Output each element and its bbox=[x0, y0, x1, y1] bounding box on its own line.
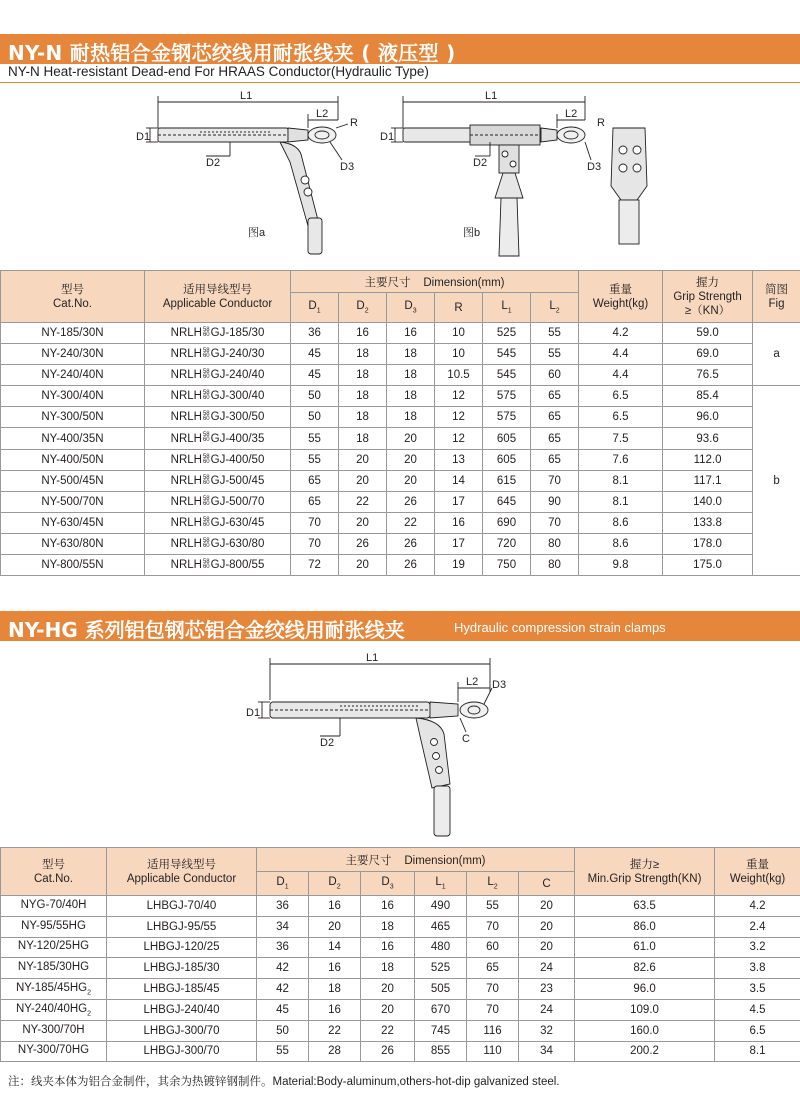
t2-header-weight: 重量 Weight(kg) bbox=[715, 848, 800, 896]
cell-cat: NY-400/35N bbox=[1, 428, 145, 449]
cell-d2: 16 bbox=[309, 958, 361, 979]
cell-d2: 18 bbox=[339, 344, 387, 365]
cell-d3: 26 bbox=[387, 555, 435, 576]
table-row bbox=[1, 386, 800, 407]
cell-cat: NY-400/50N bbox=[1, 449, 145, 470]
cell-cat: NY-185/30HG bbox=[1, 958, 107, 979]
fig-hg-dim-l1: L1 bbox=[366, 652, 379, 664]
table-row bbox=[1, 449, 800, 470]
cell-g: 160.0 bbox=[575, 1020, 715, 1041]
cell-conductor: NRLH 58 60 GJ-185/30 bbox=[145, 323, 291, 344]
cell-cat: NY-240/30N bbox=[1, 344, 145, 365]
cell-l1: 465 bbox=[415, 916, 467, 937]
table-row bbox=[1, 365, 800, 386]
cell-g: 85.4 bbox=[663, 386, 753, 407]
cell-l1: 670 bbox=[415, 999, 467, 1020]
fig-b-dim-d2: D2 bbox=[473, 157, 488, 169]
cell-d3: 26 bbox=[387, 533, 435, 554]
section2-table bbox=[0, 847, 800, 1062]
cell-cat: NY-120/25HG bbox=[1, 937, 107, 958]
fig-hg-dim-d3: D3 bbox=[492, 679, 507, 691]
cell-w: 9.8 bbox=[579, 555, 663, 576]
table-row bbox=[1, 407, 800, 428]
cell-cat: NY-185/30N bbox=[1, 323, 145, 344]
cell-d3: 22 bbox=[387, 512, 435, 533]
cell-l1: 745 bbox=[415, 1020, 467, 1041]
cell-d1: 45 bbox=[291, 344, 339, 365]
figure-hg bbox=[240, 652, 520, 842]
cell-d1: 70 bbox=[291, 533, 339, 554]
section2-title: NY-HG 系列铝包钢芯铝合金绞线用耐张线夹 bbox=[8, 618, 405, 642]
table-row bbox=[1, 344, 800, 365]
header-r: R bbox=[435, 293, 483, 323]
cell-conductor: NRLH 58 60 GJ-300/40 bbox=[145, 386, 291, 407]
cell-r: 12 bbox=[435, 407, 483, 428]
cell-d3: 16 bbox=[361, 896, 415, 917]
cell-conductor: NRLH 58 60 GJ-240/40 bbox=[145, 365, 291, 386]
cell-l2: 80 bbox=[531, 555, 579, 576]
cell-l1: 605 bbox=[483, 428, 531, 449]
cell-cat: NYG-70/40H bbox=[1, 896, 107, 917]
cell-l1: 505 bbox=[415, 979, 467, 1000]
cell-cat: NY-95/55HG bbox=[1, 916, 107, 937]
cell-d2: 16 bbox=[339, 323, 387, 344]
cell-cat: NY-630/80N bbox=[1, 533, 145, 554]
cell-d1: 50 bbox=[291, 386, 339, 407]
cell-l2: 65 bbox=[531, 428, 579, 449]
section1-divider bbox=[0, 82, 800, 83]
section1-title: NY-N 耐热铝合金钢芯绞线用耐张线夹 ( 液压型 ) bbox=[8, 41, 456, 65]
header-d1: $D_1$ bbox=[291, 293, 339, 323]
t2-header-grip: 握力≥ Min.Grip Strength(KN) bbox=[575, 848, 715, 896]
cell-d2: 22 bbox=[339, 491, 387, 512]
fig-hg-dim-c: C bbox=[462, 733, 470, 745]
cell-d1: 70 bbox=[291, 512, 339, 533]
cell-cond: LHBGJ-240/40 bbox=[107, 999, 257, 1020]
cell-r: 14 bbox=[435, 470, 483, 491]
header-dimension: 主要尺寸 Dimension(mm) bbox=[291, 271, 579, 293]
cell-w: 4.5 bbox=[715, 999, 800, 1020]
cell-conductor: NRLH 58 60 GJ-500/70 bbox=[145, 491, 291, 512]
cell-g: 61.0 bbox=[575, 937, 715, 958]
cell-g: 96.0 bbox=[575, 979, 715, 1000]
cell-l1: 490 bbox=[415, 896, 467, 917]
cell-d3: 26 bbox=[361, 1041, 415, 1062]
fig-b-dim-d3: D3 bbox=[587, 161, 602, 173]
table-row bbox=[1, 323, 800, 344]
cell-r: 16 bbox=[435, 512, 483, 533]
fig-a-dim-d1: D1 bbox=[136, 131, 151, 143]
cell-d3: 18 bbox=[387, 386, 435, 407]
table-row bbox=[1, 533, 800, 554]
cell-r: 19 bbox=[435, 555, 483, 576]
cell-cat: NY-300/40N bbox=[1, 386, 145, 407]
cell-c: 20 bbox=[519, 937, 575, 958]
cell-c: 32 bbox=[519, 1020, 575, 1041]
cell-c: 23 bbox=[519, 979, 575, 1000]
cell-l1: 525 bbox=[483, 323, 531, 344]
cell-d3: 20 bbox=[361, 979, 415, 1000]
cell-d1: 50 bbox=[257, 1020, 309, 1041]
fig-a-dim-l1: L1 bbox=[240, 90, 253, 102]
cell-d3: 20 bbox=[387, 428, 435, 449]
cell-cat: NY-500/45N bbox=[1, 470, 145, 491]
table-row bbox=[1, 896, 800, 917]
cell-w: 2.4 bbox=[715, 916, 800, 937]
header-l2: $L_2$ bbox=[531, 293, 579, 323]
cell-w: 7.6 bbox=[579, 449, 663, 470]
cell-cat: NY-300/70HG bbox=[1, 1041, 107, 1062]
cell-cat: $NY-185/45HG_2$ bbox=[1, 979, 107, 1000]
cell-d1: 45 bbox=[257, 999, 309, 1020]
table-row bbox=[1, 979, 800, 1000]
cell-conductor: NRLH 58 60 GJ-800/55 bbox=[145, 555, 291, 576]
cell-d2: 20 bbox=[339, 555, 387, 576]
cell-d2: 20 bbox=[339, 512, 387, 533]
cell-d2: 16 bbox=[309, 896, 361, 917]
cell-conductor: NRLH 58 60 GJ-300/50 bbox=[145, 407, 291, 428]
t2-header-conductor: 适用导线型号 Applicable Conductor bbox=[107, 848, 257, 896]
t2-header-dimension: 主要尺寸 Dimension(mm) bbox=[257, 848, 575, 872]
table-row bbox=[1, 555, 800, 576]
cell-l1: 480 bbox=[415, 937, 467, 958]
cell-w: 8.1 bbox=[579, 470, 663, 491]
cell-r: 10 bbox=[435, 323, 483, 344]
cell-l2: 110 bbox=[467, 1041, 519, 1062]
cell-w: 4.2 bbox=[579, 323, 663, 344]
cell-d1: 65 bbox=[291, 470, 339, 491]
cell-w: 6.5 bbox=[579, 386, 663, 407]
header-cat: 型号 Cat.No. bbox=[1, 271, 145, 323]
cell-g: 59.0 bbox=[663, 323, 753, 344]
cell-conductor: NRLH 58 60 GJ-500/45 bbox=[145, 470, 291, 491]
cell-l2: 70 bbox=[531, 470, 579, 491]
t2-header-c: C bbox=[519, 872, 575, 896]
cell-cond: LHBGJ-185/45 bbox=[107, 979, 257, 1000]
cell-l2: 60 bbox=[531, 365, 579, 386]
fig-b-dim-l1: L1 bbox=[485, 90, 498, 102]
cell-w: 6.5 bbox=[579, 407, 663, 428]
cell-cond: LHBGJ-300/70 bbox=[107, 1020, 257, 1041]
cell-g: 140.0 bbox=[663, 491, 753, 512]
cell-cat: NY-630/45N bbox=[1, 512, 145, 533]
figure-b bbox=[375, 88, 660, 263]
fig-hg-dim-l2: L2 bbox=[466, 676, 479, 688]
cell-w: 3.2 bbox=[715, 937, 800, 958]
cell-fig-a: a bbox=[753, 323, 800, 386]
cell-d3: 18 bbox=[387, 365, 435, 386]
cell-conductor: NRLH 58 60 GJ-630/80 bbox=[145, 533, 291, 554]
header-fig: 简图 Fig bbox=[753, 271, 800, 323]
cell-g: 178.0 bbox=[663, 533, 753, 554]
cell-d3: 20 bbox=[387, 449, 435, 470]
cell-w: 3.5 bbox=[715, 979, 800, 1000]
header-conductor: 适用导线型号 Applicable Conductor bbox=[145, 271, 291, 323]
cell-conductor: NRLH 58 60 GJ-400/35 bbox=[145, 428, 291, 449]
cell-l1: 525 bbox=[415, 958, 467, 979]
fig-b-caption: 图b bbox=[463, 227, 481, 239]
table-row bbox=[1, 1041, 800, 1062]
cell-d1: 55 bbox=[257, 1041, 309, 1062]
cell-w: 8.1 bbox=[579, 491, 663, 512]
table-row bbox=[1, 512, 800, 533]
cell-g: 69.0 bbox=[663, 344, 753, 365]
cell-r: 13 bbox=[435, 449, 483, 470]
cell-d2: 20 bbox=[339, 449, 387, 470]
cell-c: 34 bbox=[519, 1041, 575, 1062]
cell-g: 109.0 bbox=[575, 999, 715, 1020]
cell-cond: LHBGJ-300/70 bbox=[107, 1041, 257, 1062]
cell-d1: 65 bbox=[291, 491, 339, 512]
cell-cond: LHBGJ-185/30 bbox=[107, 958, 257, 979]
cell-l1: 690 bbox=[483, 512, 531, 533]
cell-w: 4.2 bbox=[715, 896, 800, 917]
cell-r: 10.5 bbox=[435, 365, 483, 386]
fig-b-dim-l2: L2 bbox=[565, 108, 578, 120]
cell-l2: 65 bbox=[467, 958, 519, 979]
cell-d3: 22 bbox=[361, 1020, 415, 1041]
cell-fig-b: b bbox=[753, 386, 800, 576]
cell-g: 76.5 bbox=[663, 365, 753, 386]
cell-c: 24 bbox=[519, 999, 575, 1020]
cell-d2: 28 bbox=[309, 1041, 361, 1062]
cell-r: 10 bbox=[435, 344, 483, 365]
cell-d2: 16 bbox=[309, 999, 361, 1020]
fig-a-caption: 图a bbox=[248, 227, 266, 239]
cell-d3: 16 bbox=[387, 323, 435, 344]
cell-l1: 855 bbox=[415, 1041, 467, 1062]
fig-b-dim-d1: D1 bbox=[380, 131, 395, 143]
cell-l1: 605 bbox=[483, 449, 531, 470]
t2-header-d1: $D_1$ bbox=[257, 872, 309, 896]
cell-cat: NY-300/70H bbox=[1, 1020, 107, 1041]
cell-d1: 55 bbox=[291, 449, 339, 470]
cell-conductor: NRLH 58 60 GJ-630/45 bbox=[145, 512, 291, 533]
cell-d1: 45 bbox=[291, 365, 339, 386]
cell-conductor: NRLH 58 60 GJ-400/50 bbox=[145, 449, 291, 470]
cell-d2: 20 bbox=[339, 470, 387, 491]
cell-g: 200.2 bbox=[575, 1041, 715, 1062]
header-grip: 握力 Grip Strength ≥（KN） bbox=[663, 271, 753, 323]
section1-subtitle: NY-N Heat-resistant Dead-end For HRAAS Conductor(Hydraulic Type) bbox=[8, 64, 429, 79]
fig-a-dim-l2: L2 bbox=[316, 108, 329, 120]
cell-d3: 20 bbox=[361, 999, 415, 1020]
cell-d3: 26 bbox=[387, 491, 435, 512]
cell-d1: 36 bbox=[257, 896, 309, 917]
section2-banner bbox=[0, 611, 800, 641]
cell-r: 12 bbox=[435, 386, 483, 407]
cell-d3: 18 bbox=[361, 958, 415, 979]
cell-g: 93.6 bbox=[663, 428, 753, 449]
cell-d2: 18 bbox=[309, 979, 361, 1000]
cell-l2: 60 bbox=[467, 937, 519, 958]
cell-l2: 55 bbox=[467, 896, 519, 917]
table-row bbox=[1, 491, 800, 512]
cell-d1: 72 bbox=[291, 555, 339, 576]
cell-d2: 18 bbox=[339, 407, 387, 428]
cell-d2: 26 bbox=[339, 533, 387, 554]
cell-cat: NY-300/50N bbox=[1, 407, 145, 428]
cell-cat: NY-240/40N bbox=[1, 365, 145, 386]
cell-cat: NY-800/55N bbox=[1, 555, 145, 576]
cell-r: 17 bbox=[435, 491, 483, 512]
cell-g: 117.1 bbox=[663, 470, 753, 491]
cell-l1: 575 bbox=[483, 407, 531, 428]
cell-r: 12 bbox=[435, 428, 483, 449]
cell-l1: 545 bbox=[483, 344, 531, 365]
cell-l2: 65 bbox=[531, 449, 579, 470]
cell-w: 4.4 bbox=[579, 344, 663, 365]
cell-l2: 70 bbox=[467, 979, 519, 1000]
cell-w: 8.6 bbox=[579, 533, 663, 554]
table-row bbox=[1, 916, 800, 937]
cell-cond: LHBGJ-70/40 bbox=[107, 896, 257, 917]
cell-conductor: NRLH 58 60 GJ-240/30 bbox=[145, 344, 291, 365]
table-row bbox=[1, 1020, 800, 1041]
cell-l1: 545 bbox=[483, 365, 531, 386]
cell-l1: 615 bbox=[483, 470, 531, 491]
table-row bbox=[1, 999, 800, 1020]
fig-b-dim-r: R bbox=[597, 117, 605, 129]
cell-d1: 50 bbox=[291, 407, 339, 428]
section2-title-en: Hydraulic compression strain clamps bbox=[454, 620, 666, 635]
cell-g: 82.6 bbox=[575, 958, 715, 979]
cell-l2: 70 bbox=[467, 999, 519, 1020]
header-d3: $D_3$ bbox=[387, 293, 435, 323]
cell-w: 6.5 bbox=[715, 1020, 800, 1041]
cell-g: 133.8 bbox=[663, 512, 753, 533]
cell-d2: 18 bbox=[339, 386, 387, 407]
t2-header-l2: $L_2$ bbox=[467, 872, 519, 896]
cell-d3: 18 bbox=[387, 344, 435, 365]
header-d2: $D_2$ bbox=[339, 293, 387, 323]
cell-g: 96.0 bbox=[663, 407, 753, 428]
section1-table bbox=[0, 270, 800, 576]
cell-d1: 36 bbox=[257, 937, 309, 958]
cell-l1: 645 bbox=[483, 491, 531, 512]
table-row bbox=[1, 428, 800, 449]
cell-cat: NY-500/70N bbox=[1, 491, 145, 512]
cell-c: 24 bbox=[519, 958, 575, 979]
cell-l2: 65 bbox=[531, 407, 579, 428]
cell-d2: 22 bbox=[309, 1020, 361, 1041]
cell-c: 20 bbox=[519, 896, 575, 917]
cell-d1: 36 bbox=[291, 323, 339, 344]
cell-w: 4.4 bbox=[579, 365, 663, 386]
cell-cond: LHBGJ-120/25 bbox=[107, 937, 257, 958]
cell-c: 20 bbox=[519, 916, 575, 937]
cell-d1: 42 bbox=[257, 958, 309, 979]
header-l1: $L_1$ bbox=[483, 293, 531, 323]
figure-a bbox=[130, 88, 360, 263]
cell-l2: 70 bbox=[467, 916, 519, 937]
fig-a-dim-d2: D2 bbox=[206, 157, 221, 169]
fig-hg-dim-d2: D2 bbox=[320, 737, 335, 749]
cell-d2: 18 bbox=[339, 365, 387, 386]
cell-l2: 90 bbox=[531, 491, 579, 512]
cell-l2: 80 bbox=[531, 533, 579, 554]
cell-l2: 55 bbox=[531, 323, 579, 344]
cell-g: 175.0 bbox=[663, 555, 753, 576]
section1-banner bbox=[0, 34, 800, 64]
t2-header-d2: $D_2$ bbox=[309, 872, 361, 896]
cell-cat: $NY-240/40HG_2$ bbox=[1, 999, 107, 1020]
cell-d3: 18 bbox=[361, 916, 415, 937]
cell-l1: 575 bbox=[483, 386, 531, 407]
cell-l1: 720 bbox=[483, 533, 531, 554]
t2-header-cat: 型号 Cat.No. bbox=[1, 848, 107, 896]
fig-a-dim-r: R bbox=[350, 117, 358, 129]
t2-header-l1: $L_1$ bbox=[415, 872, 467, 896]
cell-d2: 18 bbox=[339, 428, 387, 449]
cell-l2: 116 bbox=[467, 1020, 519, 1041]
cell-d1: 55 bbox=[291, 428, 339, 449]
cell-cond: LHBGJ-95/55 bbox=[107, 916, 257, 937]
cell-w: 8.6 bbox=[579, 512, 663, 533]
header-weight: 重量 Weight(kg) bbox=[579, 271, 663, 323]
fig-hg-dim-d1: D1 bbox=[246, 707, 261, 719]
cell-g: 63.5 bbox=[575, 896, 715, 917]
cell-d1: 42 bbox=[257, 979, 309, 1000]
cell-w: 3.8 bbox=[715, 958, 800, 979]
cell-l1: 750 bbox=[483, 555, 531, 576]
cell-g: 112.0 bbox=[663, 449, 753, 470]
table-row bbox=[1, 937, 800, 958]
cell-g: 86.0 bbox=[575, 916, 715, 937]
cell-d3: 18 bbox=[387, 407, 435, 428]
cell-l2: 55 bbox=[531, 344, 579, 365]
cell-w: 8.1 bbox=[715, 1041, 800, 1062]
cell-d1: 34 bbox=[257, 916, 309, 937]
t2-header-d3: $D_3$ bbox=[361, 872, 415, 896]
cell-d2: 20 bbox=[309, 916, 361, 937]
cell-d3: 20 bbox=[387, 470, 435, 491]
cell-r: 17 bbox=[435, 533, 483, 554]
fig-a-dim-d3: D3 bbox=[340, 161, 355, 173]
footnote: 注：线夹本体为铝合金制件，其余为热镀锌钢制件。Material:Body-aluminum,others-hot-dip galvanized steel. bbox=[8, 1076, 560, 1088]
table-row bbox=[1, 470, 800, 491]
cell-l2: 65 bbox=[531, 386, 579, 407]
cell-l2: 70 bbox=[531, 512, 579, 533]
table-row bbox=[1, 958, 800, 979]
cell-w: 7.5 bbox=[579, 428, 663, 449]
cell-d3: 16 bbox=[361, 937, 415, 958]
cell-d2: 14 bbox=[309, 937, 361, 958]
